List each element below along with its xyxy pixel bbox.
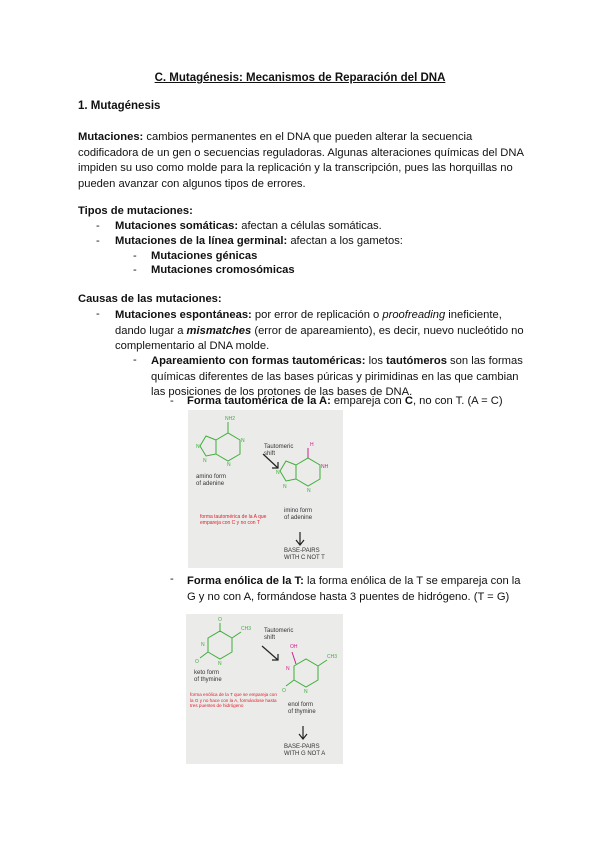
tipos-heading: Tipos de mutaciones:: [78, 205, 193, 217]
list-item-espontaneas: Mutaciones espontáneas: por error de replicación o proofreading ineficiente, dando lugar a mismatches (error de apareamiento), es decir, nuevo nucleótido no complementario al DNA molde.: [115, 309, 524, 352]
shift-label: Tautomeric shift: [264, 444, 294, 457]
svg-text:N: N: [227, 462, 231, 468]
base-pairs-label: BASE-PAIRS WITH G NOT A: [284, 744, 326, 757]
bullet-dash: -: [96, 308, 100, 320]
keto-form-label: keto form of thymine: [194, 670, 222, 683]
list-item-genicas: Mutaciones génicas: [151, 250, 258, 262]
text-line: pueden avanzar con algunos tipos de errores.: [78, 177, 306, 190]
svg-text:H: H: [310, 442, 314, 448]
svg-text:N: N: [307, 488, 311, 494]
bullet-dash: -: [133, 354, 137, 366]
section-heading-mutagenesis: 1. Mutagénesis: [78, 100, 161, 112]
text-line: cambios permanentes en el DNA que pueden alterar la secuencia: [143, 131, 473, 143]
enol-form-label: enol form of thymine: [288, 702, 316, 715]
bullet-dash: -: [96, 220, 100, 232]
base-pairs-label: BASE-PAIRS WITH C NOT T: [284, 548, 325, 561]
mutaciones-paragraph: [78, 130, 528, 192]
svg-text:NH2: NH2: [225, 416, 236, 422]
mutaciones-term: Mutaciones:: [78, 131, 144, 143]
svg-text:N: N: [283, 484, 287, 490]
red-annotation: forma tautomérica de la A que empareja con C y no con T: [200, 514, 267, 526]
adenine-structures: [188, 410, 343, 568]
red-annotation: forma enólica de la T que se empareja con la G y no hace con la A, formándose hasta tres puentes de hidrógeno: [190, 692, 277, 709]
bullet-dash: -: [133, 264, 137, 276]
svg-text:N: N: [304, 689, 308, 695]
svg-text:N: N: [196, 444, 200, 450]
causas-heading: Causas de las mutaciones:: [78, 293, 222, 305]
list-item-forma-t: Forma enólica de la T: la forma enólica de la T se empareja con la G y no con A, formándose hasta 3 puentes de hidrógeno. (T = G): [187, 575, 521, 603]
svg-text:CH3: CH3: [327, 654, 338, 660]
svg-text:N: N: [241, 438, 245, 444]
bullet-dash: -: [170, 573, 174, 585]
svg-text:O: O: [218, 617, 222, 623]
figure-thymine-tautomer: [186, 614, 343, 764]
list-item-cromosomicas: Mutaciones cromosómicas: [151, 264, 295, 276]
svg-text:N: N: [218, 661, 222, 667]
list-item-forma-a: Forma tautomérica de la A: empareja con C, no con T. (A = C): [187, 395, 503, 407]
text-line: impiden su uso como molde para la replicación y la transcripción, pues las horquillas no: [78, 162, 513, 174]
svg-text:CH3: CH3: [241, 626, 252, 632]
svg-text:N: N: [201, 642, 205, 648]
list-item-somaticas: Mutaciones somáticas: afectan a células somáticas.: [115, 220, 382, 232]
text-line: codificadora de un gen o secuencias reguladoras. Algunas alteraciones químicas del DNA: [78, 146, 524, 159]
svg-text:OH: OH: [290, 644, 298, 650]
svg-text:N: N: [276, 470, 280, 476]
list-item-tautomericas: Apareamiento con formas tautoméricas: los tautómeros son las formas químicas diferentes de las bases púricas y pirimidinas en las que cambian las posiciones de los protones de las bases de DNA.: [151, 355, 523, 398]
bullet-dash: -: [170, 395, 174, 407]
figure-adenine-tautomer: [188, 410, 343, 568]
svg-text:N: N: [203, 458, 207, 464]
svg-text:O: O: [195, 659, 199, 665]
svg-text:O: O: [282, 688, 286, 694]
imino-form-label: imino form of adenine: [284, 508, 313, 521]
shift-label: Tautomeric shift: [264, 628, 294, 641]
page-title: C. Mutagénesis: Mecanismos de Reparación del DNA: [154, 72, 446, 84]
list-item-germinal: Mutaciones de la línea germinal: afectan a los gametos:: [115, 235, 403, 247]
svg-text:N: N: [286, 666, 290, 672]
bullet-dash: -: [96, 235, 100, 247]
bullet-dash: -: [133, 250, 137, 262]
svg-text:NH: NH: [321, 464, 329, 470]
amino-form-label: amino form of adenine: [196, 474, 227, 487]
